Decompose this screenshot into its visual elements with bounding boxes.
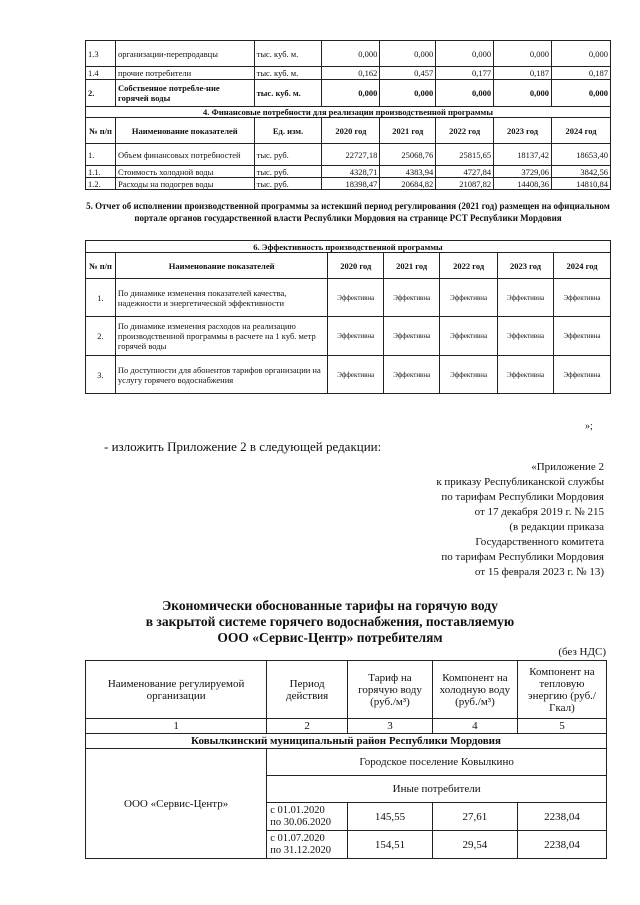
title-line: ООО «Сервис-Центр» потребителям [217, 630, 443, 645]
cell: 0,000 [494, 80, 552, 107]
cell: 0,000 [380, 80, 436, 107]
row-num: 3. [86, 356, 116, 394]
cell: 4328,71 [322, 166, 380, 178]
cell: 0,187 [552, 67, 611, 80]
cell: Эффективна [328, 317, 384, 356]
row-unit: тыс. руб. [254, 178, 322, 190]
table-row [86, 356, 611, 394]
cell: Эффективна [498, 356, 554, 394]
row-name: Расходы на подогрев воды [115, 178, 254, 190]
cell: 0,000 [380, 41, 436, 67]
period-end: по 31.12.2020 [270, 844, 331, 856]
section-header [86, 241, 611, 253]
header-year: 2020 год [328, 253, 384, 279]
vat-note: (без НДС) [558, 646, 606, 658]
cell: 21087,82 [436, 178, 494, 190]
table-row [86, 67, 611, 80]
cell: Эффективна [498, 279, 554, 317]
cell: 0,457 [380, 67, 436, 80]
district-row [86, 734, 607, 749]
cell: 0,000 [552, 80, 611, 107]
row-unit: тыс. куб. м. [254, 67, 322, 80]
header-heat: Компонент на тепловую энергию (руб./Гкал) [517, 661, 606, 719]
header-year: 2024 год [552, 118, 611, 144]
cell: 20684,82 [380, 178, 436, 190]
settlement-name: Городское поселение Ковылкино [267, 749, 607, 776]
row-num: 1. [86, 144, 116, 166]
header-year: 2023 год [498, 253, 554, 279]
cold-value: 29,54 [432, 831, 517, 859]
row-num: 2. [86, 317, 116, 356]
tariff-table [85, 660, 607, 859]
row-unit: тыс. руб. [254, 166, 322, 178]
closing-quote: »; [585, 421, 593, 432]
row-name: Объем финансовых потребностей [115, 144, 254, 166]
header-num: № п/п [86, 253, 116, 279]
appendix-line: от 17 декабря 2019 г. № 215 [474, 506, 604, 518]
row-num: 1.4 [86, 67, 116, 80]
tariff-value: 145,55 [348, 803, 433, 831]
section-title: 4. Финансовые потребности для реализации производственной программы [86, 107, 611, 118]
cell: Эффективна [440, 279, 498, 317]
table-row [86, 317, 611, 356]
cell: 0,000 [436, 80, 494, 107]
table-header-row [86, 661, 607, 719]
tariff-value: 154,51 [348, 831, 433, 859]
row-name: По доступности для абонентов тарифов организации на услугу горячего водоснабжения [115, 356, 327, 394]
cell: Эффективна [384, 317, 440, 356]
cell: 0,000 [322, 41, 380, 67]
appendix-line: от 15 февраля 2023 г. № 13) [474, 566, 604, 578]
cell: Эффективна [498, 317, 554, 356]
col-num: 4 [432, 719, 517, 734]
settlement-row [86, 749, 607, 776]
header-year: 2022 год [436, 118, 494, 144]
cell: 25815,65 [436, 144, 494, 166]
cell: 0,000 [494, 41, 552, 67]
cell: Эффективна [384, 356, 440, 394]
header-period: Период действия [267, 661, 348, 719]
org-name: ООО «Сервис-Центр» [86, 749, 267, 859]
table-header-row [86, 253, 611, 279]
title-line: Экономически обоснованные тарифы на горячую воду [162, 598, 498, 613]
header-cold: Компонент на холодную воду (руб./м³) [432, 661, 517, 719]
header-unit: Ед. изм. [254, 118, 322, 144]
period-end: по 30.06.2020 [270, 816, 331, 828]
row-name: прочие потребители [115, 67, 254, 80]
col-num: 2 [267, 719, 348, 734]
document-title [60, 598, 600, 646]
cell: 18653,40 [552, 144, 611, 166]
period-start: с 01.01.2020 [270, 804, 325, 816]
cell: 0,000 [322, 80, 380, 107]
efficiency-table [85, 240, 611, 394]
header-year: 2024 год [554, 253, 611, 279]
cold-value: 27,61 [432, 803, 517, 831]
section-header [86, 107, 611, 118]
section-title: 6. Эффективность производственной программы [86, 241, 611, 253]
table-row [86, 279, 611, 317]
title-line: в закрытой системе горячего водоснабжения, поставляемую [145, 614, 515, 629]
appendix-line: (в редакции приказа [509, 521, 604, 533]
cell: 18137,42 [494, 144, 552, 166]
cell: 3729,06 [494, 166, 552, 178]
cell: 18398,47 [322, 178, 380, 190]
period-cell [267, 831, 348, 859]
row-name: организации-перепродавцы [115, 41, 254, 67]
consumer-type: Иные потребители [267, 776, 607, 803]
row-unit: тыс. руб. [254, 144, 322, 166]
row-num: 1.1. [86, 166, 116, 178]
appendix-line: по тарифам Республики Мордовия [441, 551, 604, 563]
heat-value: 2238,04 [517, 803, 606, 831]
table-row [86, 80, 611, 107]
table-row [86, 166, 611, 178]
appendix-line: по тарифам Республики Мордовия [441, 491, 604, 503]
cell: 0,162 [322, 67, 380, 80]
col-num: 3 [348, 719, 433, 734]
table-row [86, 178, 611, 190]
cell: 3842,56 [552, 166, 611, 178]
cell: 0,177 [436, 67, 494, 80]
cell: Эффективна [554, 317, 611, 356]
table-row [86, 41, 611, 67]
cell: 22727,18 [322, 144, 380, 166]
row-num: 1.3 [86, 41, 116, 67]
appendix-line: «Приложение 2 [531, 461, 604, 473]
period-start: с 01.07.2020 [270, 832, 325, 844]
row-num: 1. [86, 279, 116, 317]
financial-table [85, 40, 611, 190]
cell: 0,187 [494, 67, 552, 80]
row-unit: тыс. куб. м. [254, 80, 322, 107]
cell: 4727,84 [436, 166, 494, 178]
table-header-row [86, 118, 611, 144]
cell: Эффективна [554, 356, 611, 394]
header-name: Наименование показателей [115, 253, 327, 279]
column-number-row [86, 719, 607, 734]
header-year: 2023 год [494, 118, 552, 144]
header-year: 2020 год [322, 118, 380, 144]
header-tariff: Тариф на горячую воду (руб./м³) [348, 661, 433, 719]
row-name: Собственное потребле-ние горячей воды [115, 80, 254, 107]
table-row [86, 144, 611, 166]
row-num: 1.2. [86, 178, 116, 190]
header-year: 2021 год [384, 253, 440, 279]
district-name: Ковылкинский муниципальный район Республики Мордовия [86, 734, 607, 749]
cell: Эффективна [440, 356, 498, 394]
row-name: По динамике изменения показателей качества, надежности и энергетической эффективности [115, 279, 327, 317]
row-unit: тыс. куб. м. [254, 41, 322, 67]
header-year: 2022 год [440, 253, 498, 279]
cell: 4383,94 [380, 166, 436, 178]
cell: Эффективна [328, 279, 384, 317]
intro-text: - изложить Приложение 2 в следующей редакции: [104, 439, 382, 454]
appendix-line: Государственного комитета [475, 536, 604, 548]
row-num: 2. [86, 80, 116, 107]
cell: 14408,36 [494, 178, 552, 190]
header-year: 2021 год [380, 118, 436, 144]
row-name: По динамике изменения расходов на реализацию производственной программы в расчете на 1 куб. метр горячей воды [115, 317, 327, 356]
report-note: 5. Отчет об исполнении производственной программы за истекший период регулирования (2021 год) размещен на официальном портале органов государственной власти Республики Мордовия на странице РСТ Республики Мордовия [86, 201, 610, 223]
appendix-block [304, 460, 604, 580]
col-num: 1 [86, 719, 267, 734]
cell: Эффективна [384, 279, 440, 317]
period-cell [267, 803, 348, 831]
cell: 14810,84 [552, 178, 611, 190]
header-name: Наименование показателей [115, 118, 254, 144]
cell: Эффективна [554, 279, 611, 317]
col-num: 5 [517, 719, 606, 734]
row-name: Стоимость холодной воды [115, 166, 254, 178]
cell: 0,000 [436, 41, 494, 67]
header-org: Наименование регулируемой организации [86, 661, 267, 719]
cell: Эффективна [328, 356, 384, 394]
cell: 0,000 [552, 41, 611, 67]
header-num: № п/п [86, 118, 116, 144]
heat-value: 2238,04 [517, 831, 606, 859]
cell: 25068,76 [380, 144, 436, 166]
appendix-line: к приказу Республиканской службы [436, 476, 604, 488]
cell: Эффективна [440, 317, 498, 356]
